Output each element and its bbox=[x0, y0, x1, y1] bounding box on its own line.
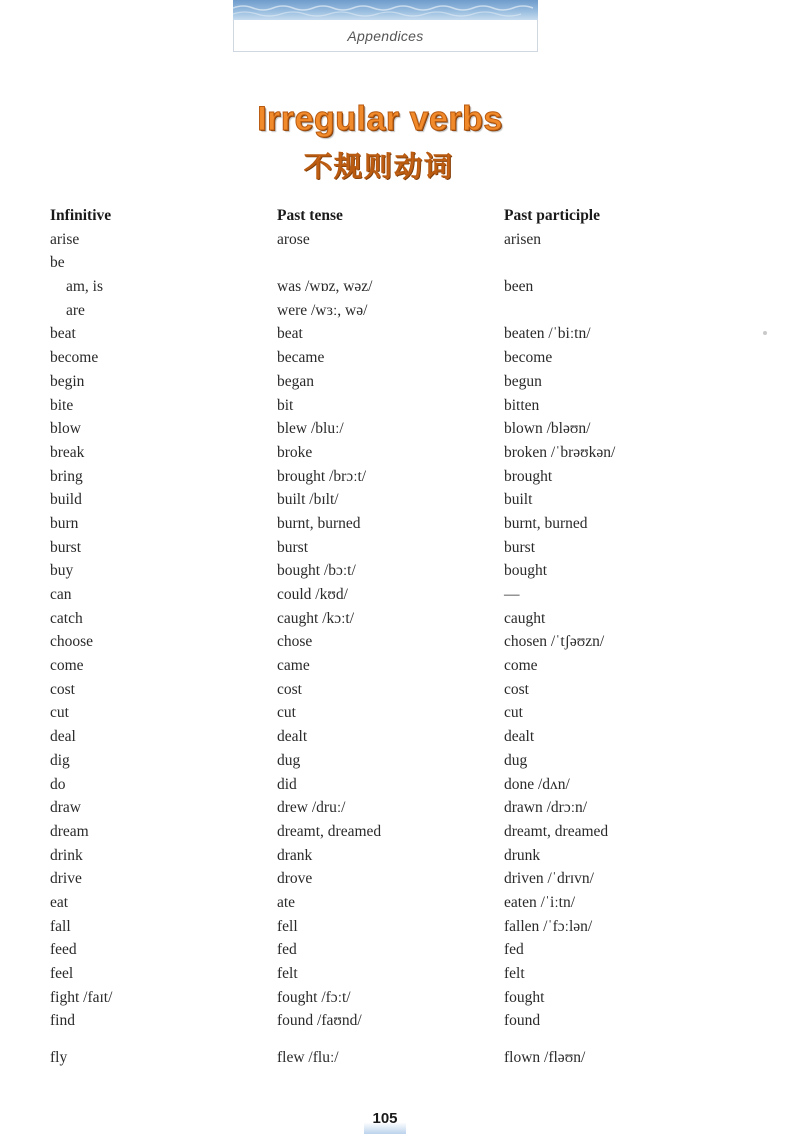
cell-infinitive: bring bbox=[50, 467, 83, 485]
section-label: Appendices bbox=[347, 28, 424, 44]
cell-past-participle: drawn /drɔːn/ bbox=[504, 799, 588, 817]
cell-past-participle: brought bbox=[504, 467, 553, 485]
cell-past-tense: drew /druː/ bbox=[277, 799, 346, 817]
cell-infinitive: find bbox=[50, 1012, 75, 1030]
cell-past-participle: driven /ˈdrɪvn/ bbox=[504, 870, 594, 888]
cell-past-tense: cost bbox=[277, 680, 302, 698]
column-header-infinitive: Infinitive bbox=[50, 207, 112, 224]
cell-infinitive: cost bbox=[50, 680, 75, 698]
table-row bbox=[50, 678, 770, 702]
table-header-row bbox=[50, 204, 770, 228]
cell-past-participle: begun bbox=[504, 372, 542, 390]
table-row bbox=[50, 441, 770, 465]
cell-past-tense: dug bbox=[277, 751, 301, 769]
cell-infinitive: begin bbox=[50, 372, 85, 390]
cell-past-participle: dug bbox=[504, 751, 528, 769]
table-row bbox=[50, 275, 770, 299]
table-row bbox=[50, 962, 770, 986]
cell-infinitive: build bbox=[50, 491, 82, 509]
table-row bbox=[50, 654, 770, 678]
table-row bbox=[50, 346, 770, 370]
cell-infinitive: drive bbox=[50, 870, 82, 888]
cell-past-tense: arose bbox=[277, 230, 310, 248]
table-row bbox=[50, 465, 770, 489]
column-header-past-participle: Past participle bbox=[504, 207, 600, 224]
cell-infinitive: are bbox=[66, 301, 85, 319]
cell-past-tense: built /bɪlt/ bbox=[277, 491, 339, 509]
cell-past-participle: bought bbox=[504, 562, 548, 580]
page-title: Irregular verbs bbox=[257, 100, 503, 138]
table-row bbox=[50, 583, 770, 607]
cell-past-participle: burst bbox=[504, 538, 535, 556]
cell-past-participle: drunk bbox=[504, 846, 541, 864]
header-decorative-band bbox=[233, 0, 538, 20]
cell-infinitive: break bbox=[50, 443, 85, 461]
table-row bbox=[50, 796, 770, 820]
cell-past-tense: fell bbox=[277, 917, 298, 935]
cell-past-tense: drank bbox=[277, 846, 313, 864]
cell-infinitive: arise bbox=[50, 230, 80, 248]
table-row bbox=[50, 559, 770, 583]
cell-infinitive: come bbox=[50, 657, 84, 675]
cell-past-participle: been bbox=[504, 278, 534, 296]
table-row bbox=[50, 488, 770, 512]
cell-past-tense: caught /kɔːt/ bbox=[277, 609, 355, 627]
cell-past-tense: could /kʊd/ bbox=[277, 586, 348, 603]
cell-past-tense: dealt bbox=[277, 728, 308, 746]
cell-past-tense: flew /fluː/ bbox=[277, 1049, 339, 1067]
table-row bbox=[50, 512, 770, 536]
cell-past-tense: brought /brɔːt/ bbox=[277, 467, 367, 485]
cell-past-participle: fed bbox=[504, 941, 524, 959]
cell-past-tense: did bbox=[277, 775, 297, 793]
cell-infinitive: cut bbox=[50, 704, 69, 722]
table-row bbox=[50, 820, 770, 844]
cell-infinitive: burn bbox=[50, 514, 79, 532]
cell-infinitive: fly bbox=[50, 1049, 68, 1067]
cell-past-participle: done /dʌn/ bbox=[504, 775, 570, 793]
cell-past-tense: burnt, burned bbox=[277, 514, 361, 532]
table-row bbox=[50, 370, 770, 394]
cell-infinitive: feel bbox=[50, 965, 74, 982]
table-row bbox=[50, 867, 770, 891]
table-row bbox=[50, 630, 770, 654]
cell-past-participle: broken /ˈbrəʊkən/ bbox=[504, 443, 616, 461]
cell-infinitive: fall bbox=[50, 917, 71, 935]
cell-infinitive: burst bbox=[50, 538, 81, 556]
header-band-wave-pattern bbox=[233, 0, 538, 20]
cell-infinitive: dream bbox=[50, 822, 89, 840]
cell-infinitive: feed bbox=[50, 941, 77, 959]
cell-past-participle: bitten bbox=[504, 396, 540, 414]
cell-past-tense: were /wɜː, wə/ bbox=[277, 301, 368, 319]
cell-past-tense: was /wɒz, wəz/ bbox=[277, 278, 373, 296]
table-row bbox=[50, 251, 770, 275]
table-row bbox=[50, 844, 770, 868]
cell-past-participle: dealt bbox=[504, 728, 535, 746]
cell-past-participle: cost bbox=[504, 680, 529, 698]
cell-infinitive: dig bbox=[50, 751, 70, 769]
cell-past-tense: burst bbox=[277, 538, 308, 556]
table-row bbox=[50, 725, 770, 749]
cell-infinitive: do bbox=[50, 775, 66, 793]
cell-past-tense: dreamt, dreamed bbox=[277, 822, 382, 840]
cell-past-participle: caught bbox=[504, 609, 546, 627]
cell-past-tense: chose bbox=[277, 633, 313, 651]
cell-past-participle: flown /fləʊn/ bbox=[504, 1049, 586, 1067]
cell-past-tense: fed bbox=[277, 941, 297, 959]
cell-past-participle: built bbox=[504, 491, 533, 509]
table-row bbox=[50, 1009, 770, 1033]
cell-infinitive: catch bbox=[50, 609, 83, 627]
table-row bbox=[50, 299, 770, 323]
cell-past-participle: cut bbox=[504, 704, 523, 722]
cell-past-participle: — bbox=[504, 586, 520, 603]
cell-past-tense: broke bbox=[277, 443, 313, 461]
cell-past-participle: burnt, burned bbox=[504, 514, 588, 532]
cell-past-tense: began bbox=[277, 372, 315, 390]
cell-past-tense: bit bbox=[277, 396, 294, 414]
cell-past-participle: come bbox=[504, 657, 538, 675]
cell-past-participle: blown /bləʊn/ bbox=[504, 420, 591, 438]
cell-past-participle: arisen bbox=[504, 230, 542, 248]
cell-infinitive: become bbox=[50, 349, 99, 367]
cell-infinitive: can bbox=[50, 586, 72, 603]
cell-infinitive: fight /faɪt/ bbox=[50, 988, 113, 1006]
table-row bbox=[50, 773, 770, 797]
header-section-box bbox=[233, 20, 538, 52]
cell-infinitive: be bbox=[50, 254, 65, 272]
cell-infinitive: am, is bbox=[66, 278, 104, 296]
cell-past-tense: cut bbox=[277, 704, 296, 722]
cell-past-participle: eaten /ˈiːtn/ bbox=[504, 893, 576, 911]
cell-past-tense: fought /fɔːt/ bbox=[277, 988, 351, 1006]
cell-infinitive: bite bbox=[50, 396, 74, 414]
cell-past-tense: drove bbox=[277, 870, 313, 888]
table-row bbox=[50, 607, 770, 631]
cell-past-participle: found bbox=[504, 1012, 541, 1030]
cell-infinitive: beat bbox=[50, 325, 76, 343]
table-body bbox=[50, 228, 770, 1070]
cell-infinitive: deal bbox=[50, 728, 76, 746]
cell-infinitive: blow bbox=[50, 420, 81, 438]
cell-past-participle: beaten /ˈbiːtn/ bbox=[504, 325, 591, 343]
cell-infinitive: buy bbox=[50, 562, 74, 580]
cell-past-tense: blew /bluː/ bbox=[277, 420, 344, 438]
scan-speck bbox=[763, 331, 767, 335]
cell-past-tense: ate bbox=[277, 893, 296, 911]
column-header-past-tense: Past tense bbox=[277, 207, 343, 224]
table-row bbox=[50, 701, 770, 725]
cell-past-participle: dreamt, dreamed bbox=[504, 822, 609, 840]
table-row bbox=[50, 322, 770, 346]
table-row bbox=[50, 986, 770, 1010]
table-row bbox=[50, 938, 770, 962]
irregular-verbs-table bbox=[50, 204, 770, 1070]
cell-past-participle: chosen /ˈtʃəʊzn/ bbox=[504, 633, 605, 651]
cell-past-tense: beat bbox=[277, 325, 303, 343]
table-row bbox=[50, 417, 770, 441]
cell-infinitive: eat bbox=[50, 893, 69, 911]
cell-infinitive: choose bbox=[50, 633, 94, 651]
table-row bbox=[50, 891, 770, 915]
table-row bbox=[50, 1046, 770, 1070]
cell-past-participle: become bbox=[504, 349, 553, 367]
table-row bbox=[50, 228, 770, 252]
cell-infinitive: drink bbox=[50, 846, 83, 864]
cell-past-participle: fought bbox=[504, 988, 545, 1006]
table-row bbox=[50, 915, 770, 939]
table-row bbox=[50, 394, 770, 418]
cell-past-participle: fallen /ˈfɔːlən/ bbox=[504, 917, 593, 935]
cell-past-tense: bought /bɔːt/ bbox=[277, 562, 356, 580]
cell-infinitive: draw bbox=[50, 799, 81, 817]
cell-past-tense: came bbox=[277, 657, 310, 675]
table-row bbox=[50, 749, 770, 773]
cell-past-participle: felt bbox=[504, 965, 525, 982]
table-row bbox=[50, 536, 770, 560]
page-subtitle-chinese: 不规则动词 bbox=[303, 150, 454, 183]
page-number: 105 bbox=[364, 1108, 406, 1134]
cell-past-tense: found /faʊnd/ bbox=[277, 1012, 362, 1030]
cell-past-tense: became bbox=[277, 349, 325, 367]
cell-past-tense: felt bbox=[277, 965, 298, 982]
